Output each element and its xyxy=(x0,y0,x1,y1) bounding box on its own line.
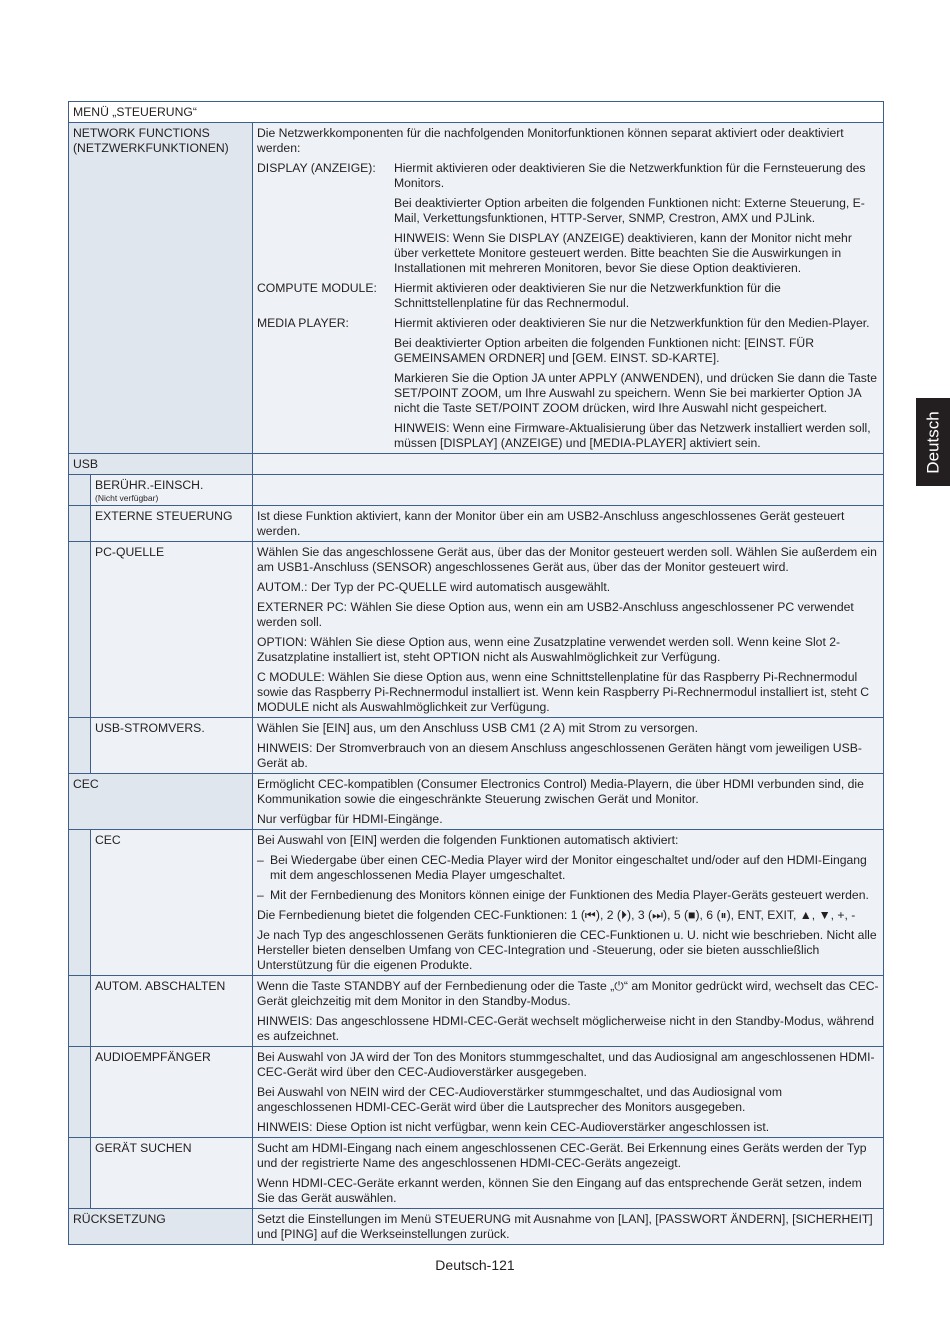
cec-text-4: Je nach Typ des angeschlossenen Geräts funktionieren die CEC-Funktionen u. U. nicht wie beschrieben. Nicht alle Hersteller bieten denselben Umfang von CEC-Integration und -Steuerung, oder sie bieten ausschließlich Unterstützung für die eigenen Produkte. xyxy=(257,928,877,972)
cec-bullet-2: – Mit der Fernbedienung des Monitors können einige der Funktionen des Media Player-Geräts gesteuert werden. xyxy=(257,888,869,902)
row-pc-source xyxy=(69,541,883,717)
usb-label: USB xyxy=(69,454,253,474)
audio-text-2: Bei Auswahl von NEIN wird der CEC-Audioverstärker stummgeschaltet, und das Audiosignal vom angeschlossenen HDMI-CEC-Gerät wird über die Lautsprecher des Monitors ausgegeben. xyxy=(257,1085,782,1114)
row-audio-receiver xyxy=(69,1046,883,1137)
compute-text-1: Hiermit aktivieren oder deaktivieren Sie nur die Netzwerkfunktion für die Schnittstellenplatine für das Rechnermodul. xyxy=(394,281,781,310)
network-label-1: NETWORK FUNCTIONS xyxy=(73,126,210,140)
row-external-control xyxy=(69,505,883,541)
media-label: MEDIA PLAYER: xyxy=(257,316,349,330)
language-tab-label: Deutsch xyxy=(923,410,943,474)
ext-label: EXTERNE STEUERUNG xyxy=(91,506,253,541)
display-text-2: Bei deaktivierter Option arbeiten die folgenden Funktionen nicht: Externe Steuerung, E-Mail, Verkettungsfunktionen, HTTP-Server, SNMP, Crestron, AMX und PJLink. xyxy=(394,196,865,225)
network-label-2: (NETZWERKFUNKTIONEN) xyxy=(73,141,229,155)
cec-text-1: Bei Auswahl von [EIN] werden die folgenden Funktionen automatisch aktiviert: xyxy=(257,833,679,847)
network-intro: Die Netzwerkkomponenten für die nachfolgenden Monitorfunktionen können separat aktiviert oder deaktiviert werden: xyxy=(257,126,844,155)
media-note: HINWEIS: Wenn eine Firmware-Aktualisierung über das Netzwerk installiert werden soll, müssen [DISPLAY] (ANZEIGE) und [MEDIA-PLAYER] aktiviert sein. xyxy=(394,421,871,450)
reset-label: RÜCKSETZUNG xyxy=(69,1209,253,1244)
touch-note: (Nicht verfügbar) xyxy=(95,493,159,503)
row-cec-sub xyxy=(69,829,883,975)
pc-text-2: AUTOM.: Der Typ der PC-QUELLE wird automatisch ausgewählt. xyxy=(257,580,611,594)
row-device-search xyxy=(69,1137,883,1208)
power-note: HINWEIS: Der Stromverbrauch von an diesem Anschluss angeschlossenen Geräten hängt vom jeweiligen USB-Gerät ab. xyxy=(257,741,862,770)
row-auto-off xyxy=(69,975,883,1046)
pc-label: PC-QUELLE xyxy=(91,542,253,717)
cec-intro-2: Nur verfügbar für HDMI-Eingänge. xyxy=(257,812,443,826)
search-text-1: Sucht am HDMI-Eingang nach einem angeschlossenen CEC-Gerät. Bei Erkennung eines Geräts werden der Typ und der registrierte Name des angeschlossenen HDMI-CEC-Geräts angezeigt. xyxy=(257,1141,867,1170)
pc-text-3: EXTERNER PC: Wählen Sie diese Option aus, wenn ein am USB2-Anschluss angeschlossener PC verwendet werden soll. xyxy=(257,600,854,629)
search-label: GERÄT SUCHEN xyxy=(91,1138,253,1208)
reset-text: Setzt die Einstellungen im Menü STEUERUNG mit Ausnahme von [LAN], [PASSWORT ÄNDERN], [SICHERHEIT] und [PING] auf die Werkseinstellungen zurück. xyxy=(257,1212,873,1241)
pc-text-1: Wählen Sie das angeschlossene Gerät aus, über das der Monitor gesteuert werden soll. Wählen Sie außerdem ein am USB1-Anschluss (SENSOR) angeschlossenes Gerät aus, über das der Monitor gesteuert wird. xyxy=(257,545,877,574)
auto-note: HINWEIS: Das angeschlossene HDMI-CEC-Gerät wechselt möglicherweise nicht in den Standby-Modus, während es aufzeichnet. xyxy=(257,1014,875,1043)
cec-sub-label: CEC xyxy=(91,830,253,975)
auto-label: AUTOM. ABSCHALTEN xyxy=(91,976,253,1046)
display-note: HINWEIS: Wenn Sie DISPLAY (ANZEIGE) deaktivieren, kann der Monitor nicht mehr über verkettete Monitore gesteuert werden. Bitte beachten Sie die Auswirkungen in Installationen mit mehreren Monitoren, bevor Sie diese Option deaktivieren. xyxy=(394,231,852,275)
audio-label: AUDIOEMPFÄNGER xyxy=(91,1047,253,1137)
page-number: Deutsch-121 xyxy=(435,1257,515,1273)
network-compute xyxy=(257,281,879,311)
language-tab xyxy=(916,398,950,486)
pc-text-4: OPTION: Wählen Sie diese Option aus, wenn eine Zusatzplatine verwendet werden soll. Wenn keine Slot 2-Zusatzplatine installiert ist, steht OPTION nicht als Auswahlmöglichkeit zur Verfügung. xyxy=(257,635,841,664)
row-usb xyxy=(69,453,883,474)
table-title xyxy=(69,102,883,122)
media-text-2: Bei deaktivierter Option arbeiten die folgenden Funktionen nicht: [EINST. FÜR GEMEINSAMEN ORDNER] und [GEM. EINST. SD-KARTE]. xyxy=(394,336,815,365)
search-text-2: Wenn HDMI-CEC-Geräte erkannt werden, können Sie den Eingang auf das entsprechende Gerät setzen, indem Sie das Gerät auswählen. xyxy=(257,1176,862,1205)
cec-intro-1: Ermöglicht CEC-kompatiblen (Consumer Electronics Control) Media-Playern, die über HDMI verbunden sind, die Kommunikation sowie die eingeschränkte Steuerung zwischen Gerät und Monitor. xyxy=(257,777,864,806)
power-label: USB-STROMVERS. xyxy=(91,718,253,773)
ext-text-1: Ist diese Funktion aktiviert, kann der Monitor über ein am USB2-Anschluss angeschlossenes Gerät gesteuert werden. xyxy=(257,509,845,538)
row-network-functions xyxy=(69,122,883,453)
compute-label: COMPUTE MODULE: xyxy=(257,281,377,295)
network-label-cell xyxy=(69,123,253,453)
settings-table xyxy=(68,101,884,1245)
row-cec xyxy=(69,773,883,829)
touch-label: BERÜHR.-EINSCH. xyxy=(95,478,204,492)
row-usb-power xyxy=(69,717,883,773)
audio-note: HINWEIS: Diese Option ist nicht verfügbar, wenn kein CEC-Audioverstärker angeschlossen ist. xyxy=(257,1120,770,1134)
audio-text-1: Bei Auswahl von JA wird der Ton des Monitors stummgeschaltet, und das Audiosignal am angeschlossenen HDMI-CEC-Gerät wird über den CEC-Audioverstärker ausgegeben. xyxy=(257,1050,875,1079)
media-text-1: Hiermit aktivieren oder deaktivieren Sie nur die Netzwerkfunktion für den Medien-Player. xyxy=(394,316,870,330)
menu-title: MENÜ „STEUERUNG“ xyxy=(73,105,197,119)
power-text-1: Wählen Sie [EIN] aus, um den Anschluss USB CM1 (2 A) mit Strom zu versorgen. xyxy=(257,721,698,735)
row-touch xyxy=(69,474,883,505)
network-content xyxy=(253,123,883,453)
display-label: DISPLAY (ANZEIGE): xyxy=(257,161,376,175)
network-media xyxy=(257,316,879,451)
cec-bullet-1: – Bei Wiedergabe über einen CEC-Media Player wird der Monitor eingeschaltet und/oder auf den HDMI-Eingang mit dem angeschlossenen Media Player umgeschaltet. xyxy=(257,853,867,882)
cec-section-label: CEC xyxy=(69,774,253,829)
row-reset xyxy=(69,1208,883,1244)
cec-text-3: Die Fernbedienung bietet die folgenden CEC-Funktionen: 1 (⏮), 2 (⏵), 3 (⏭), 5 (■), 6 (⏸), ENT, EXIT, ▲, ▼, +, - xyxy=(257,908,856,922)
display-text-1: Hiermit aktivieren oder deaktivieren Sie die Netzwerkfunktion für die Fernsteuerung des Monitors. xyxy=(394,161,866,190)
pc-text-5: C MODULE: Wählen Sie diese Option aus, wenn eine Schnittstellenplatine für das Raspberry Pi-Rechnermodul sowie das Raspberry Pi-Rechnermodul installiert ist. Wenn kein Raspberry Pi-Rechnermodul installiert ist, steht C MODULE nicht als Auswahlmöglichkeit zur Verfügung. xyxy=(257,670,870,714)
auto-text-1: Wenn die Taste STANDBY auf der Fernbedienung oder die Taste „⏻“ am Monitor gedrückt wird, wechselt das CEC-Gerät gleichzeitig mit dem Monitor in den Standby-Modus. xyxy=(257,979,879,1008)
media-text-3: Markieren Sie die Option JA unter APPLY (ANWENDEN), und drücken Sie dann die Taste SET/POINT ZOOM, um Ihre Auswahl zu speichern. Wenn Sie bei markierter Option JA nicht die Taste SET/POINT ZOOM drücken, wird Ihre Auswahl nicht gespeichert. xyxy=(394,371,878,415)
touch-label-cell xyxy=(91,475,253,505)
network-display xyxy=(257,161,879,276)
